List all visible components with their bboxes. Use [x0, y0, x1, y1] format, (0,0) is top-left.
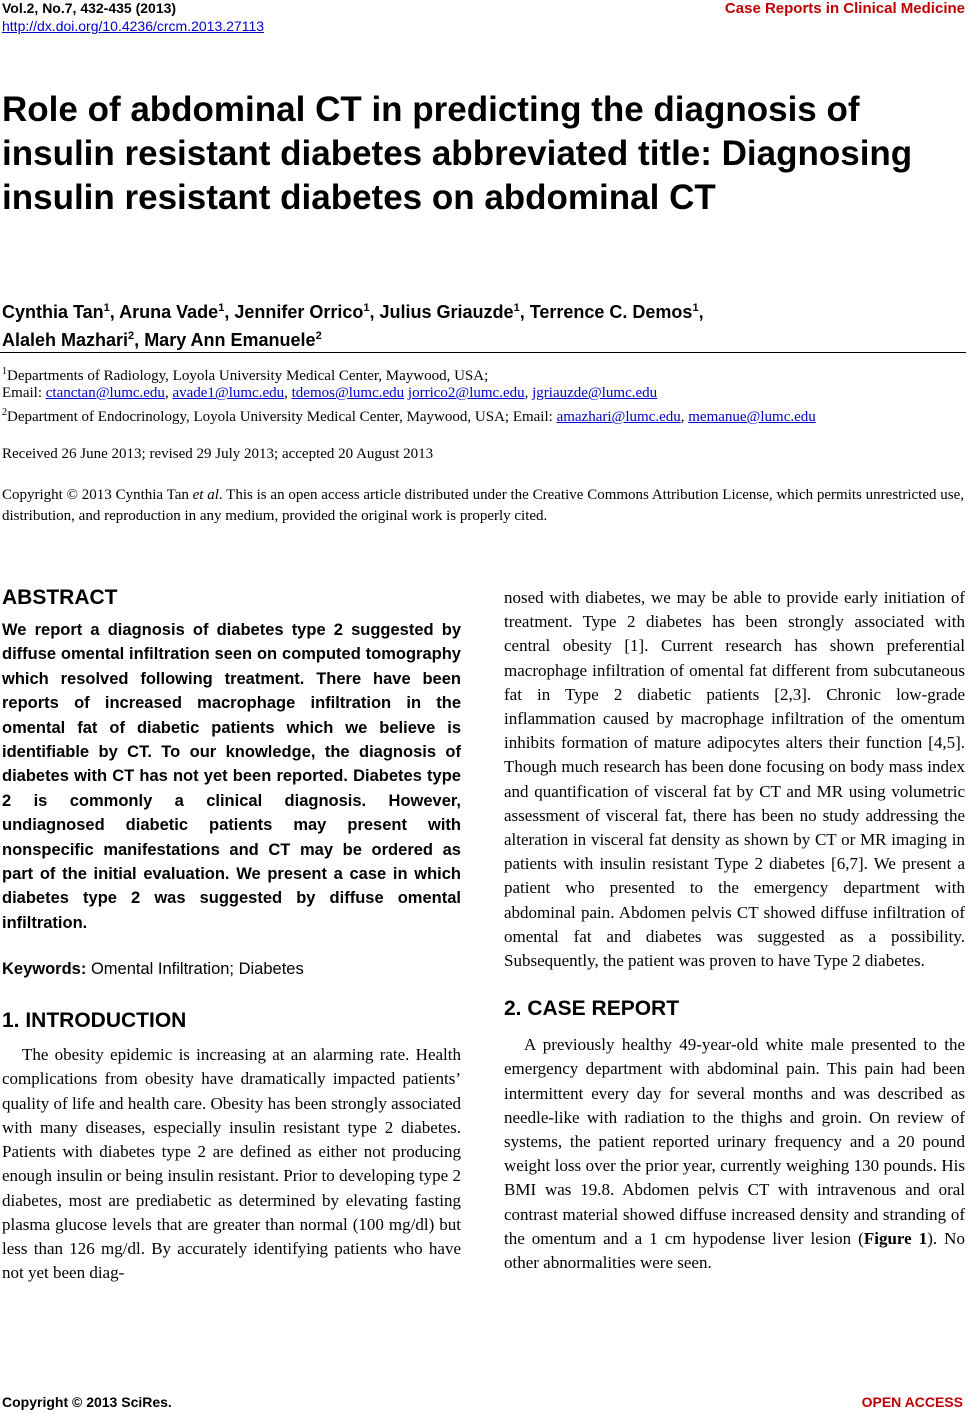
author-separator: ,: [698, 302, 704, 322]
figure-reference[interactable]: Figure 1: [863, 1228, 928, 1248]
footer-open-access: OPEN ACCESS: [861, 1394, 963, 1410]
author-name: Julius Griauzde: [379, 302, 514, 322]
abstract-text: We report a diagnosis of diabetes type 2 suggested by diffuse omental infiltration seen on computed tomography which resolved following treatment. There have been reports of increased macrophage infiltration in the omental fat of diabetic patients which we believe is identifiable by CT. To our knowledge, the diagnosis of diabetes with CT has not yet been reported. Diabetes type 2 is commonly a clinical diagnosis. However, undiagnosed diabetic patients may present with nonspecific manifestations and CT may be ordered as part of the initial evaluation. We present a case in which diabetes type 2 was suggested by diffuse omental infiltration.: [2, 621, 461, 932]
author-separator: ,: [224, 302, 235, 322]
copyright-notice: [2, 485, 964, 527]
email-link[interactable]: jorrico2@lumc.edu: [407, 385, 525, 401]
author-name: Alaleh Mazhari: [2, 330, 129, 350]
email-label: Email:: [2, 385, 46, 401]
author-affiliation-sup: 2: [128, 330, 135, 342]
author-affiliation-sup: 1: [363, 302, 370, 314]
introduction-text: The obesity epidemic is increasing at an alarming rate. Health complications from obesity have dramatically impacted patients’ quality of life and health care. Obesity has been strongly associated with many diseases, especially insulin resistant type 2 diabetes. Patients with diabetes type 2 are defined as either not producing enough insulin or being insulin resistant. Prior to developing type 2 diabetes, most are prediabetic as determined by elevating fasting plasma glucose levels that are greater than normal (100 mg/dl) but less than 126 mg/dl. By accurately identifying patients who have not yet been diag-: [2, 1045, 461, 1283]
left-column: [2, 584, 461, 1285]
affiliation-text: Department of Endocrinology, Loyola University Medical Center, Maywood, USA; Email:: [7, 409, 557, 425]
author-name: Cynthia Tan: [2, 302, 104, 322]
affiliation-2: $^2$Department of Endocrinology, Loyola University Medical Center, Maywood, USA; Email: amazhari@lumc.edu, memanue@lumc.edu: [2, 407, 816, 425]
email-link[interactable]: tdemos@lumc.edu: [291, 385, 405, 401]
journal-name: Case Reports in Clinical Medicine: [724, 0, 965, 17]
email-link[interactable]: ctanctan@lumc.edu: [45, 385, 165, 401]
author-name: Aruna Vade: [119, 302, 219, 322]
author-separator: ,: [519, 302, 530, 322]
article-title: Role of abdominal CT in predicting the diagnosis of insulin resistant diabetes abbreviated title: Diagnosing insulin resistant diabetes on abdominal CT: [2, 90, 913, 217]
author-name: Terrence C. Demos: [529, 302, 693, 322]
case-report-heading: 2. CASE REPORT: [504, 997, 680, 1021]
keywords-label: Keywords:: [2, 960, 87, 979]
affiliation-text: Departments of Radiology, Loyola University Medical Center, Maywood, USA;: [7, 368, 489, 384]
case-report-text: [504, 1033, 965, 1275]
author-affiliation-sup: 1: [513, 302, 520, 314]
author-name: Mary Ann Emanuele: [144, 330, 316, 350]
author-affiliation-sup: 1: [218, 302, 225, 314]
footer-copyright: Copyright © 2013 SciRes.: [2, 1394, 172, 1410]
author-separator: ,: [369, 302, 380, 322]
copyright-before: Copyright © 2013 Cynthia Tan: [2, 487, 193, 503]
email-link[interactable]: amazhari@lumc.edu: [556, 409, 681, 425]
abstract-heading: ABSTRACT: [2, 586, 118, 609]
right-column: [504, 586, 965, 1275]
author-affiliation-sup: 1: [103, 302, 110, 314]
affiliation-sup: 2: [2, 407, 7, 418]
case-report-text-part: ). No other abnormalities were seen.: [504, 1228, 965, 1273]
affiliation-1-emails: Email: ctanctan@lumc.edu, avade1@lumc.edu, tdemos@lumc.edu jorrico2@lumc.edu, jgriauzde@lumc.edu: [2, 385, 658, 401]
author-affiliation-sup: 2: [315, 330, 322, 342]
affiliation-sup: 1: [2, 366, 7, 377]
introduction-heading: 1. INTRODUCTION: [2, 1009, 187, 1033]
case-report-text-part: A previously healthy 49-year-old white male presented to the emergency department with abdominal pain. This pain had been intermittent every day for several months and was described as needle-like with radiation to the thighs and groin. On review of systems, the patient reported urinary frequency and a 20 pound weight loss over the prior year, currently weighing 130 pounds. His BMI was 19.8. Abdomen pelvis CT with intravenous and oral contrast material showed diffuse increased density and stranding of the omentum and a 1 cm hypodense liver lesion (: [504, 1035, 965, 1248]
received-dates: Received 26 June 2013; revised 29 July 2013; accepted 20 August 2013: [2, 446, 434, 462]
author-separator: ,: [109, 302, 120, 322]
journal-volume: Vol.2, No.7, 432-435 (2013): [2, 0, 177, 16]
email-link[interactable]: avade1@lumc.edu: [172, 385, 285, 401]
doi-link[interactable]: http://dx.doi.org/10.4236/crcm.2013.27113: [2, 18, 265, 34]
header-divider: [0, 352, 966, 353]
introduction-continued-text: nosed with diabetes, we may be able to provide early initiation of treatment. Type 2 diabetes has been strongly associated with central obesity [1]. Current research has shown preferential macrophage infiltration of omental fat different from subcutaneous fat in Type 2 diabetic patients [2,3]. Chronic low-grade inflammation caused by macrophage infiltration of the omentum inhibits formation of mature adipocytes alters their function [4,5]. Though much research has been done focusing on body mass index and quantification of visceral fat by CT and MR using volumetric assessment of visceral fat, there has been no study addressing the alteration in visceral fat density as shown by CT or MR imaging in patients with insulin resistant Type 2 diabetes [6,7]. We present a patient who presented to the emergency department with abdominal pain. Abdomen pelvis CT showed diffuse infiltration of omental fat and diabetes was suggested as a possibility. Subsequently, the patient was proven to have Type 2 diabetes.: [504, 588, 965, 971]
keywords-value: Omental Infiltration; Diabetes: [90, 960, 304, 979]
author-affiliation-sup: 1: [692, 302, 699, 314]
email-link[interactable]: jgriauzde@lumc.edu: [532, 385, 658, 401]
email-link[interactable]: memanue@lumc.edu: [688, 409, 816, 425]
copyright-italic: et al: [192, 487, 219, 503]
copyright-after: . This is an open access article distributed under the Creative Commons Attribution License, which permits unrestricted use, distribution, and reproduction in any medium, provided the original work is properly cited.: [2, 487, 964, 524]
keywords: [2, 957, 461, 981]
author-name: Jennifer Orrico: [234, 302, 364, 322]
author-list: [2, 296, 962, 352]
author-separator: ,: [134, 330, 145, 350]
